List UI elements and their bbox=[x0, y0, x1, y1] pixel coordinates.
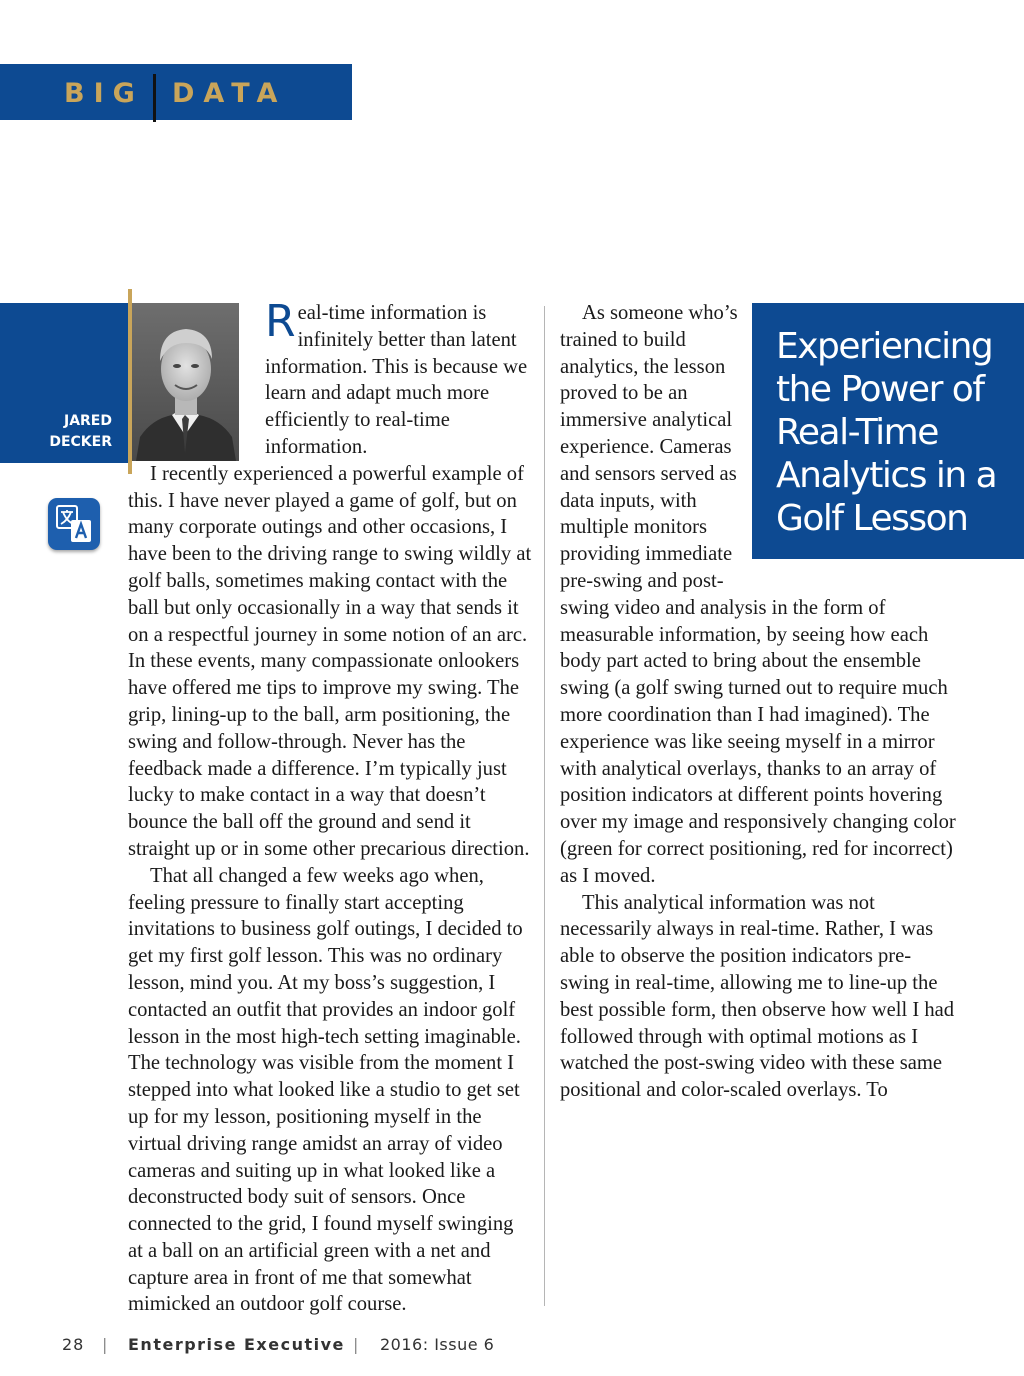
article-paragraph: As someone who’s trained to build analytics, the lesson proved to be an immersive analytical experience. Cameras and sensors served as data inputs, with multiple monitors providing immediate pre-swing and post-swing video and analysis in the form of measurable information, by seeing how each body part acted to bring about the ensemble swing (a golf swing turned out to require much more coordination than I had imagined). The experience was like seeing myself in a mirror with analytical overlays, thanks to an array of position indicators at different points hovering over my image and responsively changing color (green for correct positioning, red for incorrect) as I moved. bbox=[560, 302, 956, 887]
headline-line: Golf Lesson bbox=[776, 498, 968, 539]
article-paragraph: That all changed a few weeks ago when, feeling pressure to finally start accepting invitations to business golf outings, I decided to get my first golf lesson. This was no ordinary lesson, mind you. At my boss’s suggestion, I contacted an outfit that provides an indoor golf lesson in the most high-tech setting imaginable. The technology was visible from the moment I stepped into what looked like a studio to get set up for my lesson, positioning myself in the virtual driving range amidst an array of video cameras and suiting up in what looked like a deconstructed body suit of sensors. Once connected to the grid, I found myself swinging at a ball on an artificial green with a net and capture area in front of me that somewhat mimicked an outdoor golf course. bbox=[128, 864, 523, 1316]
photo-wrap-space bbox=[128, 300, 265, 458]
footer-separator: | bbox=[102, 1335, 108, 1354]
section-divider-bar bbox=[153, 74, 156, 122]
author-name bbox=[0, 411, 112, 453]
headline-line: the Power of bbox=[776, 369, 984, 410]
headline-line: Real-Time bbox=[776, 412, 938, 453]
translate-icon[interactable] bbox=[48, 498, 100, 550]
headline-line: Analytics in a bbox=[776, 455, 997, 496]
magazine-name: Enterprise Executive bbox=[128, 1335, 345, 1354]
headline-line: Experiencing bbox=[776, 326, 993, 367]
author-first-name: JARED bbox=[63, 413, 112, 429]
footer-separator: | bbox=[353, 1335, 359, 1354]
headline-wrap-space bbox=[752, 300, 960, 568]
page-number: 28 bbox=[62, 1335, 85, 1354]
paragraph-text: eal-time information is infinitely better than latent information. This is because we learn and adapt much more efficiently to real-time information. bbox=[265, 302, 528, 458]
issue-label: 2016: Issue 6 bbox=[380, 1335, 495, 1354]
section-banner bbox=[0, 64, 352, 120]
section-label-data: DATA bbox=[172, 78, 287, 109]
column-divider bbox=[544, 306, 545, 1306]
author-last-name: DECKER bbox=[49, 434, 112, 450]
article-column-left bbox=[128, 296, 532, 1318]
article-paragraph: This analytical information was not necessarily always in real-time. Rather, I was able to observe the position indicators pre-swing in real-time, allowing me to line-up the best possible form, then observe how well I had followed through with optimal motions as I watched the post-swing video with these same positional and color-scaled overlays. To bbox=[560, 891, 955, 1102]
article-column-right bbox=[560, 300, 960, 1104]
article-paragraph: I recently experienced a powerful example of this. I have never played a game of golf, but on many corporate outings and other occasions, I have been to the driving range to swing wildly at golf balls, sometimes making contact with the ball but only occasionally in a way that sends it on a respectful journey in some notion of an arc. In these events, many compassionate onlookers have offered me tips to improve my swing. The grip, lining-up to the ball, arm positioning, the swing and follow-through. Never has the feedback made a difference. I’m typically just lucky to make contact in a way that doesn’t bounce the ball off the ground and send it straight up or in some other precarious direction. bbox=[128, 462, 532, 860]
section-label-big: BIG bbox=[64, 78, 144, 109]
drop-cap: R bbox=[265, 296, 296, 347]
